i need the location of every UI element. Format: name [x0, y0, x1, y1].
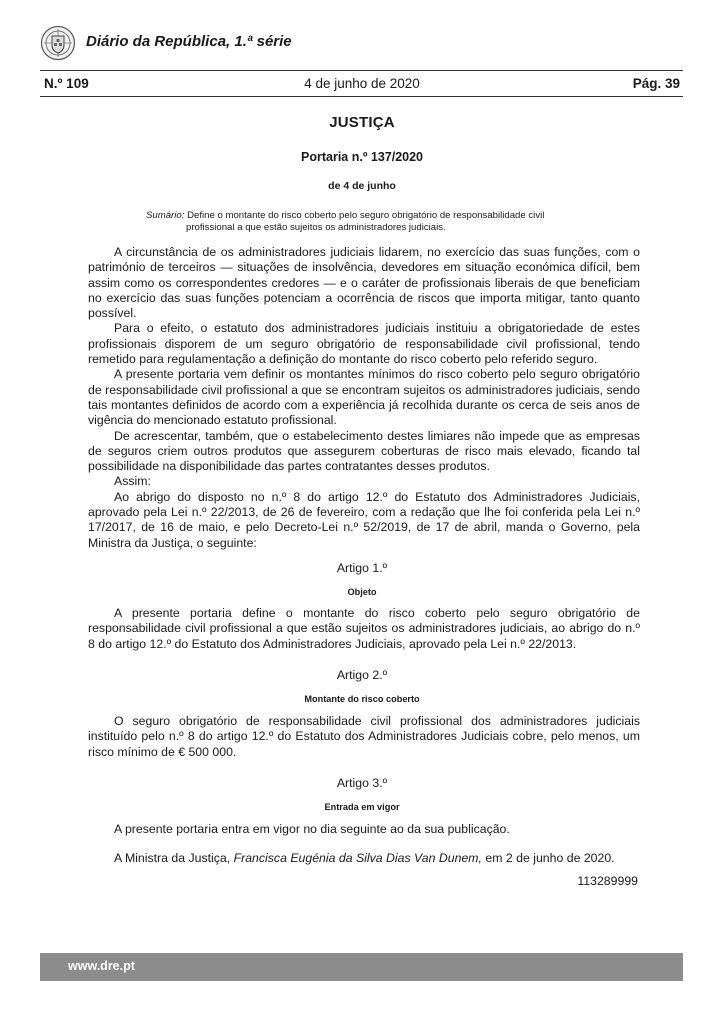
- summary-text-line2: profissional a que estão sujeitos os administradores judiciais.: [186, 222, 446, 233]
- signature-prefix: A Ministra da Justiça,: [114, 851, 231, 865]
- preamble-paragraph: A presente portaria vem definir os montantes mínimos do risco coberto pelo seguro obrigatório de responsabilidade civil profissional a que se encontram sujeitos os administradores judiciais, sendo tais montantes definidos de acordo com a experiência já recolhida durante os cerca de seis anos de vigência do mencionado estatuto profissional.: [88, 367, 640, 428]
- preamble-paragraph: Ao abrigo do disposto no n.º 8 do artigo 12.º do Estatuto dos Administradores Judiciais, aprovado pela Lei n.º 22/2013, de 26 de fevereiro, com a redação que lhe foi conferida pela Lei n.º 17/2017, de 16 de maio, e pelo Decreto-Lei n.º 52/2019, de 17 de abril, manda o Governo, pela Ministra da Justiça, o seguinte:: [88, 489, 640, 550]
- footer-website-link[interactable]: www.dre.pt: [68, 959, 135, 973]
- summary-label: Sumário:: [146, 210, 185, 221]
- summary-text-line1: Define o montante do risco coberto pelo seguro obrigatório de responsabilidade civil: [187, 210, 545, 221]
- article-text: A presente portaria entra em vigor no dia seguinte ao da sua publicação.: [114, 822, 510, 836]
- article-text: O seguro obrigatório de responsabilidade civil profissional dos administradores judiciais instituído pelo n.º 8 do artigo 12.º do Estatuto dos Administradores Judiciais cobre, pelo menos, um risco mínimo de € 500 000.: [88, 714, 640, 759]
- preamble-paragraph: De acrescentar, também, que o estabelecimento destes limiares não impede que as empresas de seguros criem outros produtos que assegurem coberturas de risco mais elevado, ficando tal possibilidade na disponibilidade das partes contratantes desses produtos.: [88, 428, 640, 474]
- page-number: Pág. 39: [632, 76, 680, 91]
- article-number: Artigo 2.º: [336, 668, 388, 682]
- article-text: A presente portaria define o montante do risco coberto pelo seguro obrigatório de responsabilidade civil profissional a que estão sujeitos os administradores judiciais, ao abrigo do n.º 8 do artigo 12.º do Estatuto dos Administradores Judiciais, aprovado pela Lei n.º 22/2013.: [88, 606, 640, 651]
- preamble-paragraph: Para o efeito, o estatuto dos administradores judiciais instituiu a obrigatoriedade de estes profissionais disporem de um seguro obrigatório de responsabilidade civil profissional, tendo remetido para regulamentação a definição do montante do risco coberto pelo referido seguro.: [88, 321, 640, 367]
- issue-number: N.º 109: [44, 76, 89, 91]
- article-title: Objeto: [347, 587, 377, 597]
- preamble-paragraph: A circunstância de os administradores judiciais lidarem, no exercício das suas funções, com o património de terceiros — situações de insolvência, devedores em situação económica difícil, bem assim como os correspondentes credores — e o caráter de profissionais liberais de que beneficiam no exercício das suas funções potenciam a ocorrência de riscos que importa mitigar, tanto quanto possível.: [88, 245, 640, 321]
- document-date: de 4 de junho: [328, 180, 396, 192]
- signature-date: em 2 de junho de 2020.: [485, 851, 615, 865]
- header-top-rule: [40, 70, 683, 71]
- reference-number: 113289999: [577, 874, 638, 888]
- publication-title: Diário da República, 1.ª série: [86, 33, 292, 50]
- article-title: Montante do risco coberto: [304, 694, 420, 704]
- article-number: Artigo 3.º: [336, 776, 388, 790]
- issue-date: 4 de junho de 2020: [304, 76, 420, 91]
- signature-name: Francisca Eugénia da Silva Dias Van Dunem,: [233, 851, 482, 865]
- republic-coat-of-arms-icon: [40, 25, 76, 61]
- signature-line: [88, 851, 640, 866]
- preamble: [88, 245, 640, 551]
- preamble-paragraph: Assim:: [114, 474, 151, 489]
- ministry-heading: JUSTIÇA: [329, 114, 395, 131]
- article-body: [88, 714, 640, 760]
- footer-bar: [40, 953, 683, 981]
- document-title: Portaria n.º 137/2020: [301, 150, 423, 164]
- article-body: [88, 606, 640, 652]
- header-bottom-rule: [40, 96, 683, 97]
- document-summary: [146, 210, 596, 234]
- article-number: Artigo 1.º: [336, 561, 388, 575]
- article-title: Entrada em vigor: [324, 802, 400, 812]
- article-body: [88, 822, 640, 837]
